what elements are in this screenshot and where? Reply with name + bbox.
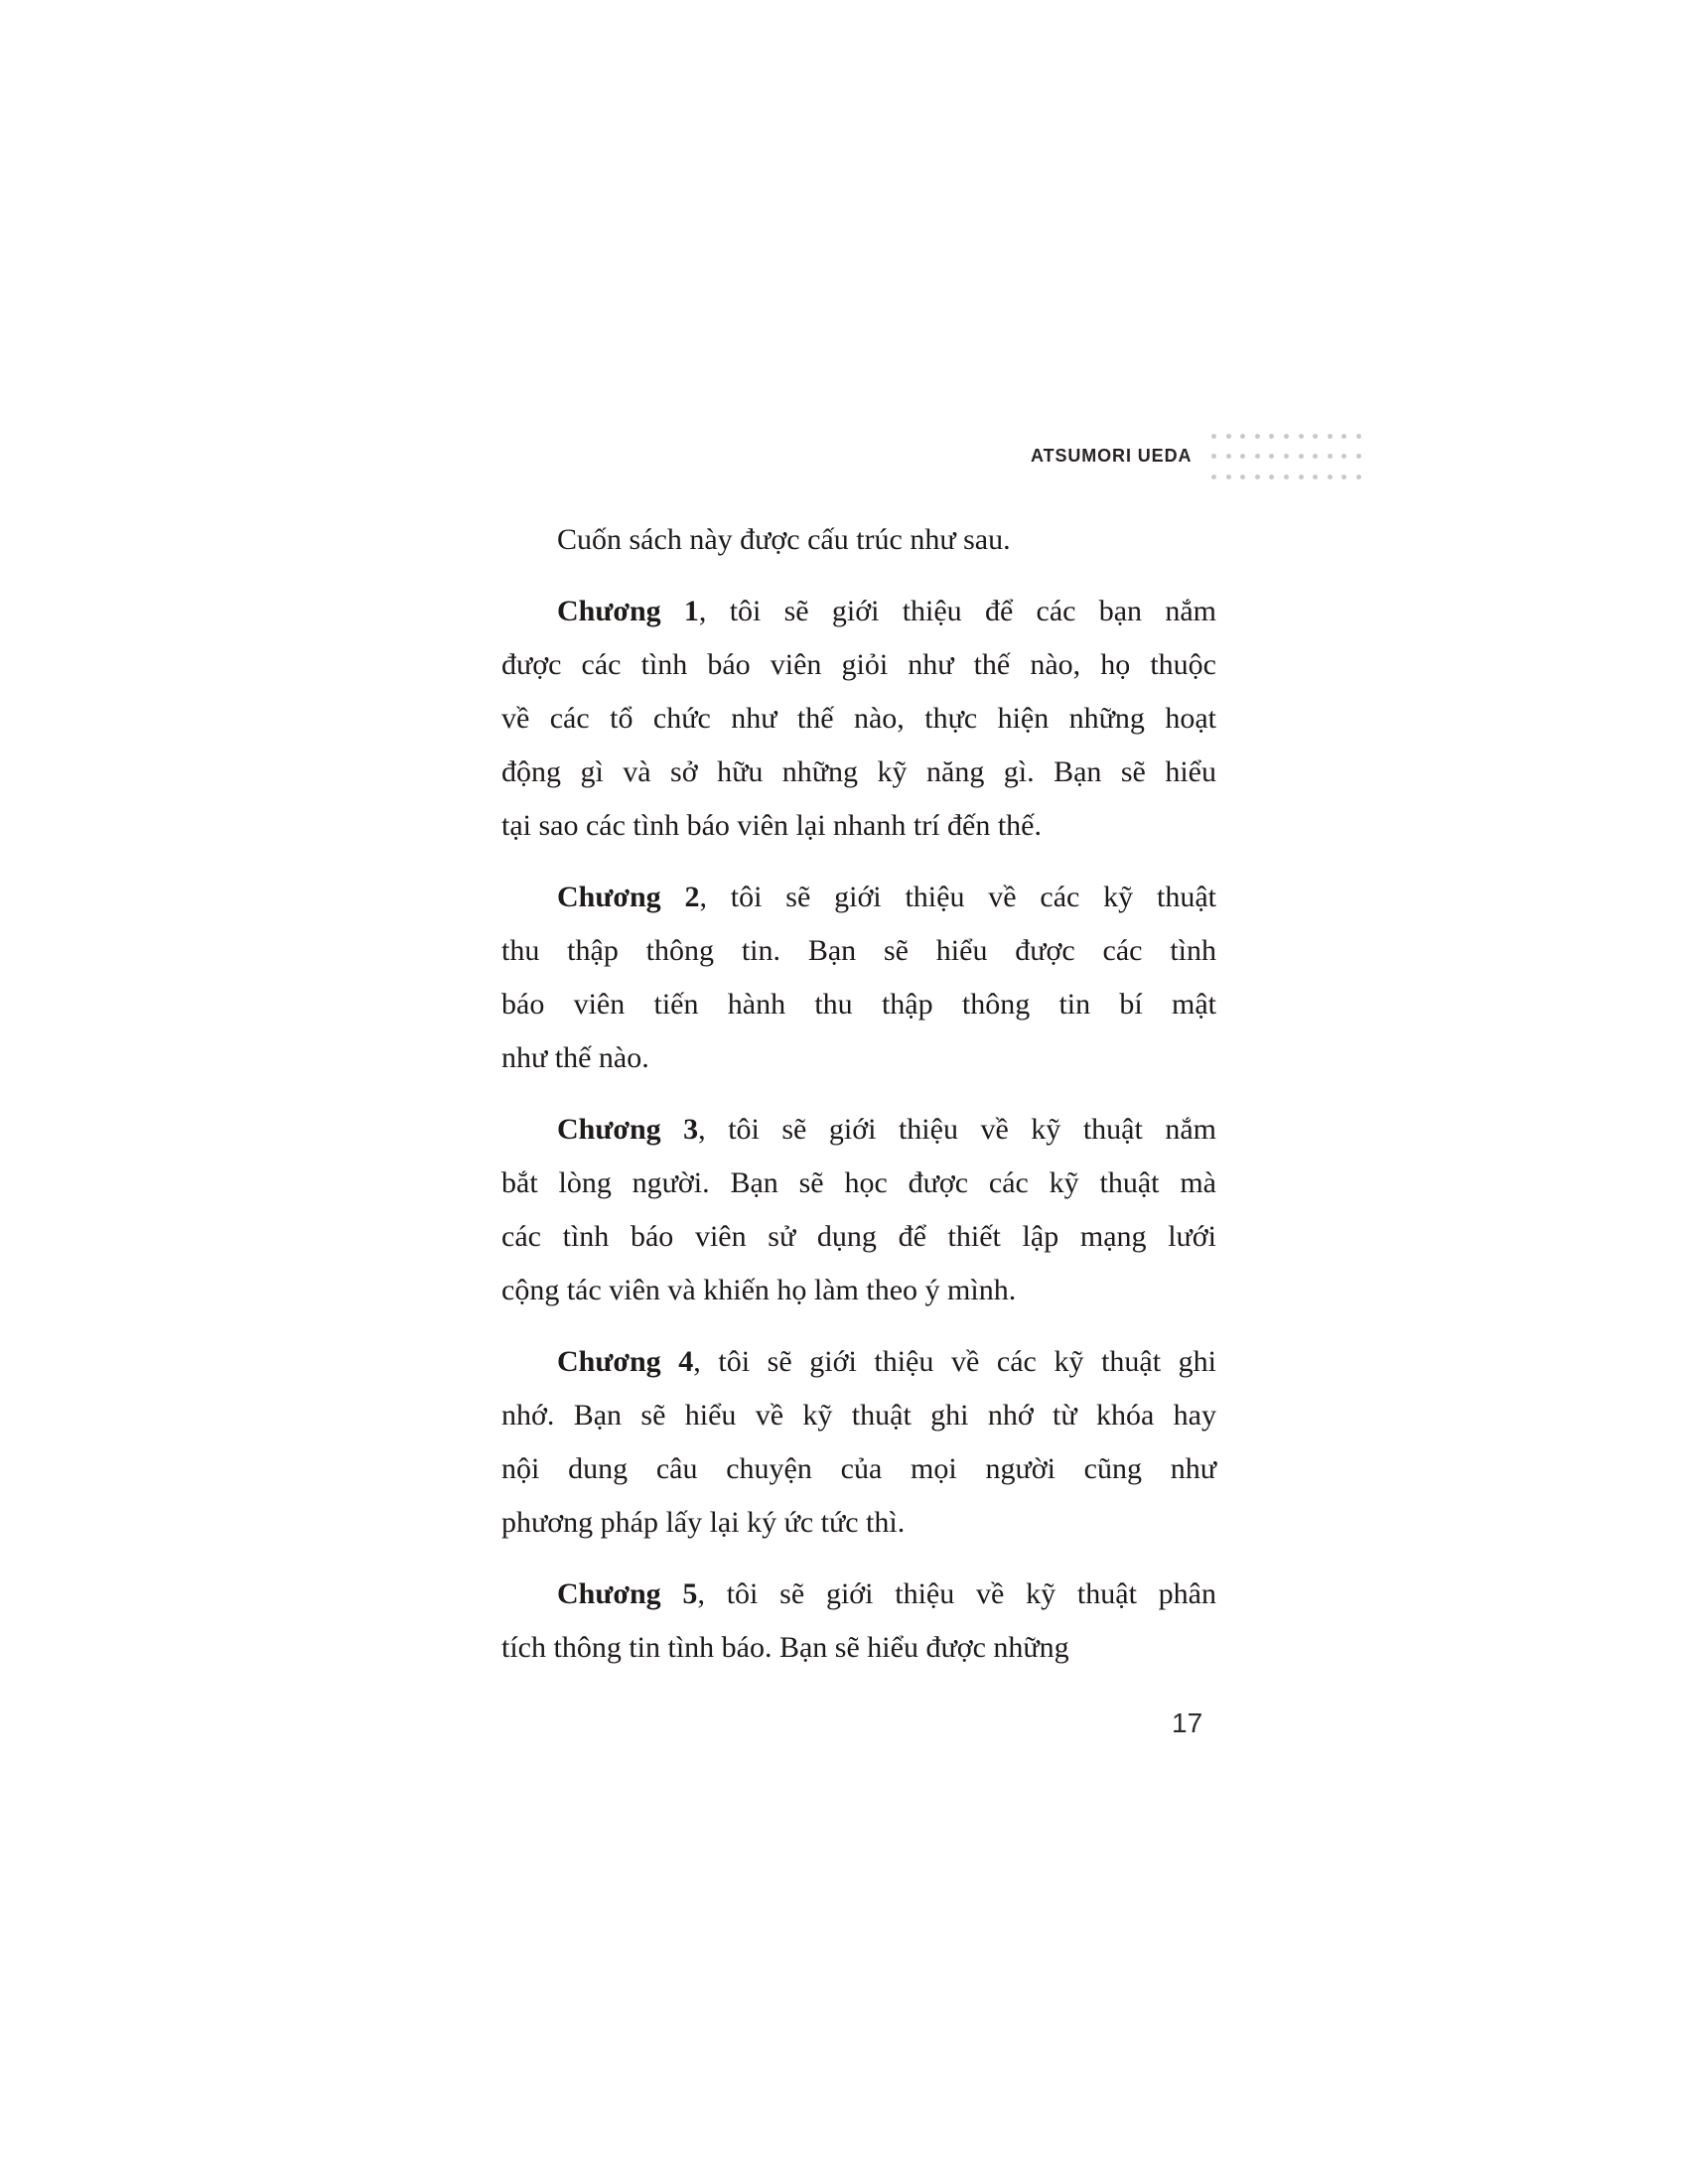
- dot: [1299, 454, 1304, 459]
- text-line: báo viên tiến hành thu thập thông tin bí mật: [501, 988, 1216, 1021]
- text-line: thu thập thông tin. Bạn sẽ hiểu được các tình: [501, 934, 1216, 967]
- chapter-lead: Chương 2: [557, 881, 700, 913]
- dot: [1313, 434, 1318, 439]
- text-line: phương pháp lấy lại ký ức tức thì.: [501, 1506, 906, 1539]
- dot: [1226, 475, 1231, 479]
- dot: [1299, 475, 1304, 479]
- dot: [1328, 434, 1333, 439]
- dot: [1211, 454, 1216, 459]
- chapter-lead: Chương 1: [557, 595, 699, 627]
- dot: [1356, 454, 1361, 459]
- dot: [1240, 454, 1245, 459]
- text-line: Chương 4, tôi sẽ giới thiệu về các kỹ thuật ghi: [557, 1345, 1216, 1378]
- text-line: về các tổ chức như thế nào, thực hiện những hoạt: [501, 702, 1216, 735]
- decorative-dot-grid: [1211, 434, 1371, 494]
- paragraph: [501, 871, 1216, 1085]
- dot: [1269, 475, 1274, 479]
- page-number: 17: [1172, 1707, 1203, 1738]
- dot: [1255, 454, 1260, 459]
- dot: [1341, 434, 1346, 439]
- dot: [1341, 454, 1346, 459]
- text-line: các tình báo viên sử dụng để thiết lập mạng lưới: [501, 1220, 1216, 1253]
- paragraph: [501, 1568, 1216, 1675]
- dot: [1240, 434, 1245, 439]
- text-line: Chương 1, tôi sẽ giới thiệu để các bạn nắm: [557, 595, 1216, 627]
- dot: [1240, 475, 1245, 479]
- text-line: cộng tác viên và khiến họ làm theo ý mình.: [501, 1274, 1017, 1306]
- dot: [1211, 434, 1216, 439]
- dot: [1284, 454, 1289, 459]
- chapter-lead: Chương 4: [557, 1345, 694, 1378]
- text-line: nhớ. Bạn sẽ hiểu về kỹ thuật ghi nhớ từ khóa hay: [501, 1399, 1216, 1432]
- dot: [1211, 475, 1216, 479]
- dot: [1328, 475, 1333, 479]
- paragraph: [501, 513, 1216, 567]
- dot: [1255, 475, 1260, 479]
- dot: [1328, 454, 1333, 459]
- page-body-text: [501, 513, 1216, 1693]
- text-line: được các tình báo viên giỏi như thế nào, họ thuộc: [501, 648, 1216, 681]
- text-line: bắt lòng người. Bạn sẽ học được các kỹ thuật mà: [501, 1166, 1216, 1199]
- dot: [1313, 475, 1318, 479]
- dot: [1255, 434, 1260, 439]
- dot: [1269, 454, 1274, 459]
- text-line: động gì và sở hữu những kỹ năng gì. Bạn sẽ hiểu: [501, 755, 1216, 788]
- text-line: Chương 2, tôi sẽ giới thiệu về các kỹ thuật: [557, 881, 1216, 913]
- text-line: Chương 3, tôi sẽ giới thiệu về kỹ thuật nắm: [557, 1113, 1216, 1146]
- text-line: nội dung câu chuyện của mọi người cũng như: [501, 1452, 1216, 1485]
- paragraph: [501, 585, 1216, 853]
- text-line: Cuốn sách này được cấu trúc như sau.: [557, 523, 1011, 556]
- chapter-lead: Chương 3: [557, 1113, 699, 1146]
- text-line: tại sao các tình báo viên lại nhanh trí đến thế.: [501, 809, 1042, 842]
- dot: [1226, 434, 1231, 439]
- chapter-lead: Chương 5: [557, 1577, 698, 1610]
- dot: [1313, 454, 1318, 459]
- dot: [1284, 475, 1289, 479]
- dot: [1269, 434, 1274, 439]
- running-header-author: ATSUMORI UEDA: [1031, 446, 1193, 466]
- dot: [1299, 434, 1304, 439]
- dot: [1341, 475, 1346, 479]
- dot: [1356, 434, 1361, 439]
- text-line: tích thông tin tình báo. Bạn sẽ hiểu được những: [501, 1631, 1069, 1664]
- dot: [1284, 434, 1289, 439]
- paragraph: [501, 1335, 1216, 1550]
- text-line: Chương 5, tôi sẽ giới thiệu về kỹ thuật phân: [557, 1577, 1216, 1610]
- text-line: như thế nào.: [501, 1041, 649, 1074]
- dot: [1226, 454, 1231, 459]
- paragraph: [501, 1103, 1216, 1317]
- dot: [1356, 475, 1361, 479]
